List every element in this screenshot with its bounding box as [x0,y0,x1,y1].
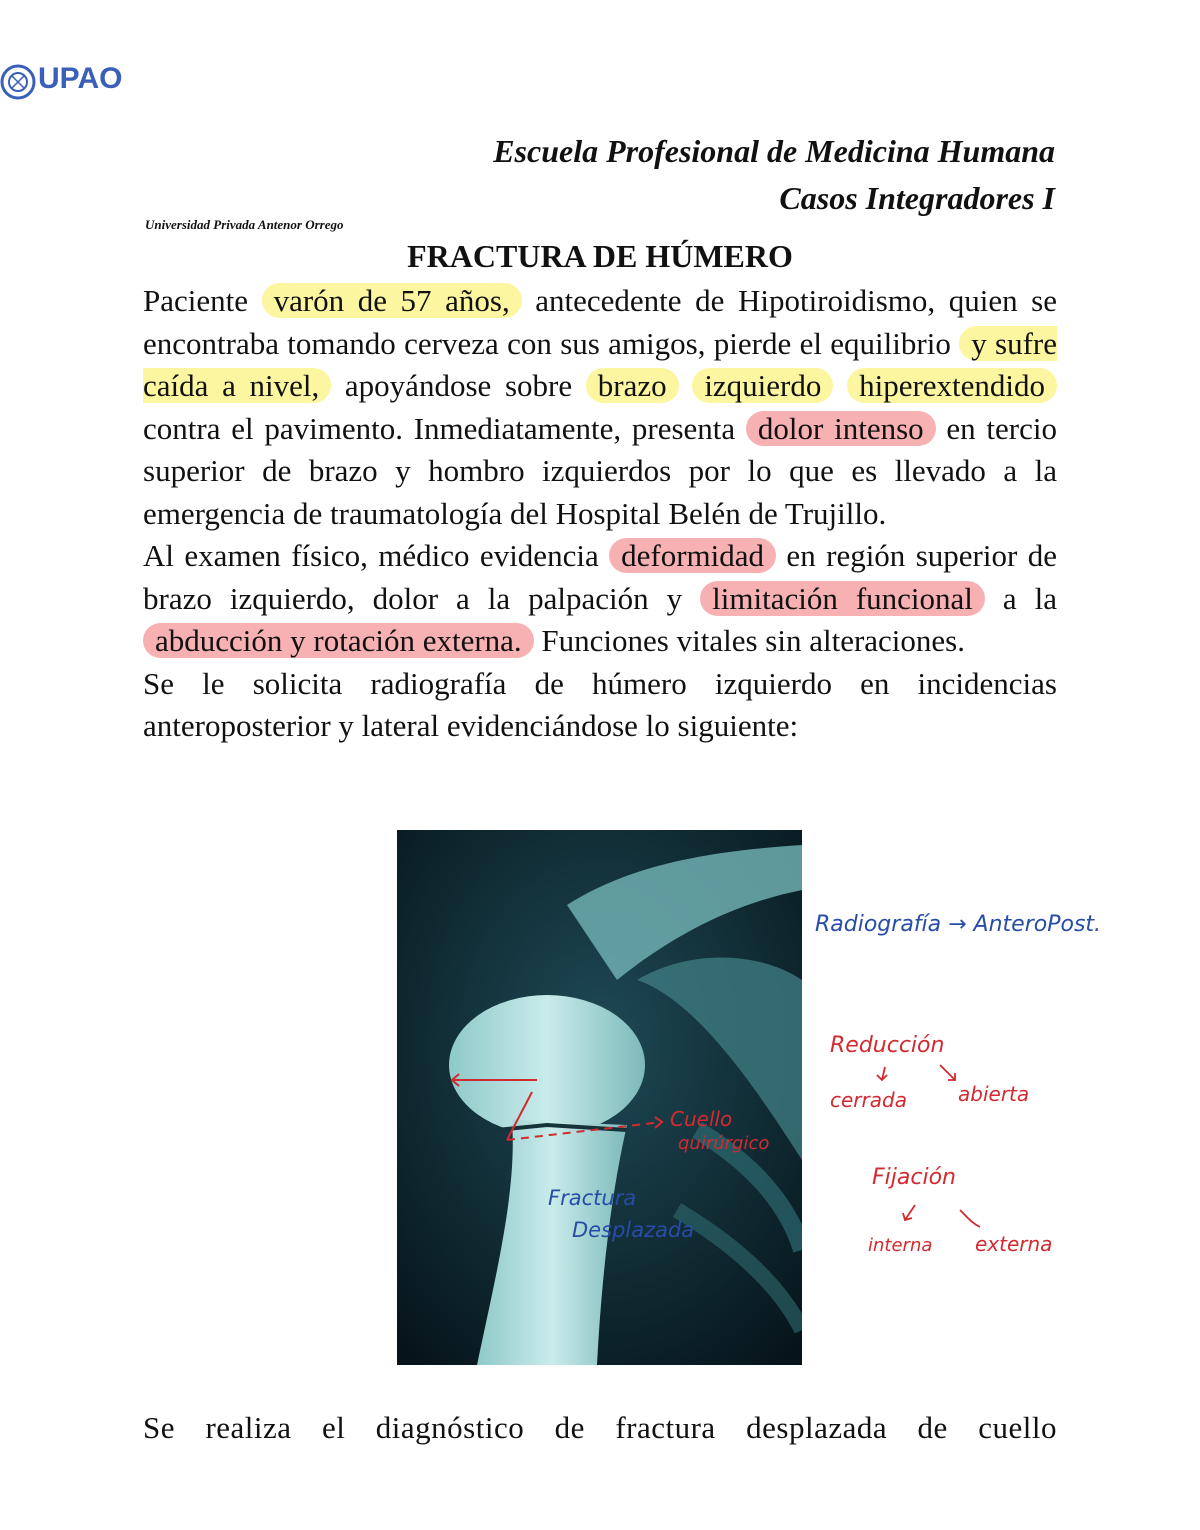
text-segment [833,368,847,403]
highlight-red: dolor intenso [746,411,936,446]
diagnosis-text: Se realiza el diagnóstico de fractura desplazada de cuello [143,1410,1057,1445]
text-segment: antecedente de Hipotiroidismo, quien se encontraba tomando cerveza con sus amigos, pierde el equilibrio [143,283,1057,361]
logo-text: UPAO [38,62,123,95]
text-segment: a la [984,580,1057,616]
paragraph-imaging: Se le solicita radiografía de húmero izquierdo en incidencias anteroposterior y lateral evidenciándose lo siguiente: [143,665,1057,743]
annotation-interna: interna [868,1235,933,1256]
annotation-fijacion: Fijación [872,1165,956,1190]
university-name: Universidad Privada Antenor Orrego [145,217,344,232]
text-segment: en región superior de brazo izquierdo, dolor a la palpación y [143,538,1057,616]
annotation-cuello: Cuello [670,1107,733,1131]
annotation-reduccion: Reducción [830,1033,945,1058]
text-segment: Paciente [143,283,262,318]
annotation-fractura: Fractura [548,1186,637,1210]
highlight-yellow: varón de 57 años, [262,283,522,318]
highlight-red: deformidad [609,538,776,573]
highlight-yellow: izquierdo [692,368,833,403]
annotation-externa: externa [975,1232,1053,1256]
annotation-quirurgico: quirúrgico [678,1133,770,1154]
case-text [143,280,1057,748]
text-segment: Al examen físico, médico evidencia [143,538,610,573]
xray-image [397,830,802,1365]
school-name: Escuela Profesional de Medicina Humana [493,133,1055,169]
highlight-yellow: brazo [586,368,679,403]
highlight-yellow: hiperextendido [847,368,1057,403]
annotation-desplazada: Desplazada [572,1218,695,1242]
paragraph-exam [143,535,1057,663]
text-segment: contra el pavimento. Inmediatamente, presenta [143,410,746,446]
text-segment: Funciones vitales sin alteraciones. [533,623,965,658]
paragraph-history [143,280,1057,535]
text-segment: en tercio superior de brazo y hombro izquierdos por lo que es llevado a la emergencia de traumatología del Hospital Belén de Trujillo. [143,410,1057,531]
annotation-cerrada: cerrada [830,1088,907,1112]
highlight-yellow: y sufre caída a nivel, [143,325,1057,403]
highlight-red: abducción y rotación externa. [143,623,534,658]
text-segment [679,368,693,403]
highlight-red: limitación funcional [700,581,985,616]
annotation-abierta: abierta [958,1082,1030,1106]
annotation-radiografia: Radiografía → AnteroPost. [815,912,1102,937]
course-name: Casos Integradores I [779,180,1055,216]
annotation-arrows [820,1055,1080,1245]
document-title: FRACTURA DE HÚMERO [407,238,793,274]
text-segment: apoyándose sobre [331,368,586,403]
